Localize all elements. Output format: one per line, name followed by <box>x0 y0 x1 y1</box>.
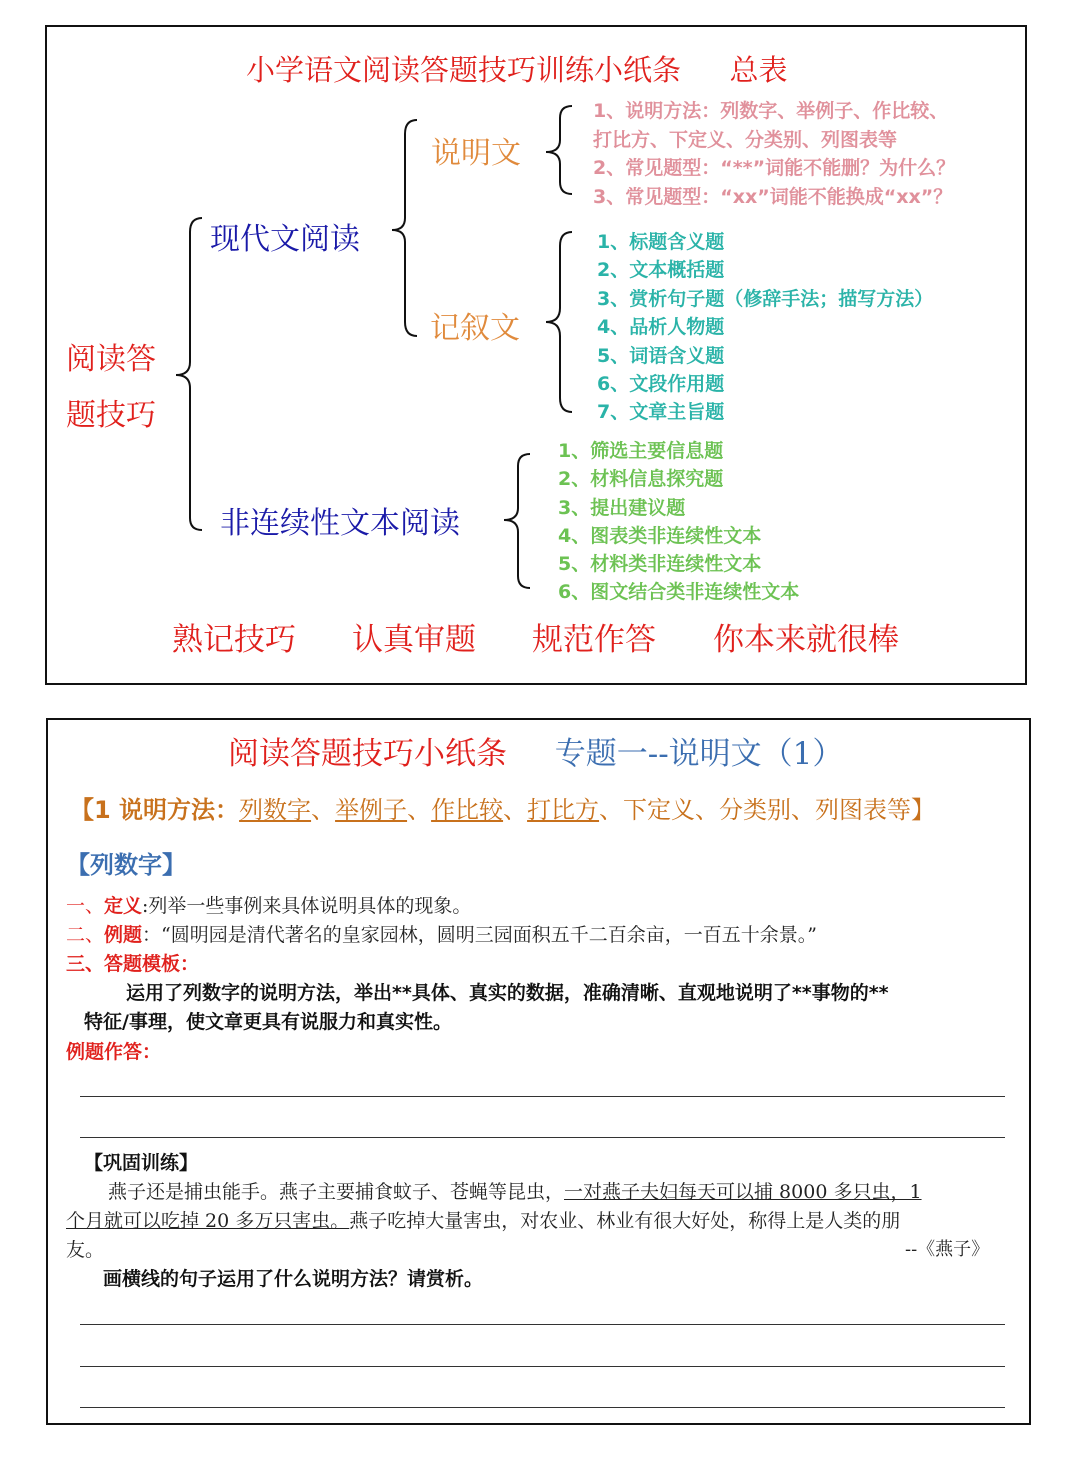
noncontinuous-item: 4、图表类非连续性文本 <box>558 524 762 547</box>
narrative-item: 2、文本概括题 <box>597 259 725 282</box>
section-heading: 【列数字】 <box>66 851 186 879</box>
expository-list <box>593 97 955 211</box>
noncontinuous-reading-label: 非连续性文本阅读 <box>220 506 460 541</box>
root-label-line1: 阅读答 <box>66 342 156 377</box>
topic-subtitle: 专题一--说明文（1） <box>554 736 844 772</box>
narrative-item: 5、词语含义题 <box>597 344 725 367</box>
slogan-4: 你本来就很棒 <box>713 622 899 658</box>
expository-item: 打比方、下定义、分类别、列图表等 <box>593 128 898 151</box>
answer-line[interactable] <box>80 1366 1005 1367</box>
methods-prefix: 【1 说明方法： <box>70 796 240 824</box>
answer-line[interactable] <box>80 1137 1005 1138</box>
method-separator: 、 <box>407 796 432 824</box>
methods-line <box>70 790 935 825</box>
definition-text: :列举一些事例来具体说明具体的现象。 <box>142 895 472 917</box>
method-analogy: 打比方 <box>527 796 600 824</box>
narrative-item: 4、品析人物题 <box>597 316 725 339</box>
expository-item: 2、常见题型：“**”词能不能删？为什么？ <box>593 157 956 179</box>
answer-line[interactable] <box>80 1096 1005 1097</box>
example-line <box>66 920 817 947</box>
noncontinuous-item: 5、材料类非连续性文本 <box>558 553 762 576</box>
passage-line-1 <box>108 1177 922 1204</box>
example-text: ：“圆明园是清代著名的皇家园林，圆明三园面积五千二百余亩，一百五十余景。” <box>142 924 817 946</box>
passage-source: --《燕子》 <box>905 1239 990 1260</box>
summary-title: 小学语文阅读答题技巧训练小纸条 <box>246 53 682 87</box>
practice-label: 【巩固训练】 <box>84 1152 199 1174</box>
template-line-2: 特征/事理，使文章更具有说服力和真实性。 <box>84 1011 452 1033</box>
expository-item: 1、说明方法：列数字、举例子、作比较、 <box>593 100 949 122</box>
definition-label: 定义 <box>104 895 143 917</box>
narrative-item: 6、文段作用题 <box>597 373 725 396</box>
passage-end: 友。 <box>66 1239 105 1261</box>
passage-middle: 燕子吃掉大量害虫，对农业、林业有很大好处，称得上是人类的朋 <box>349 1210 901 1232</box>
method-list-numbers: 列数字 <box>239 796 312 824</box>
method-examples: 举例子 <box>335 796 408 824</box>
practice-question: 画横线的句子运用了什么说明方法？请赏析。 <box>103 1268 484 1290</box>
narrative-item: 7、文章主旨题 <box>597 401 725 424</box>
narrative-list <box>597 228 933 427</box>
noncontinuous-item: 2、材料信息探究题 <box>558 468 724 491</box>
narrative-item: 3、赏析句子题（修辞手法；描写方法） <box>597 287 934 310</box>
answer-line[interactable] <box>80 1324 1005 1325</box>
definition-line <box>66 891 471 918</box>
topic-title: 阅读答题技巧小纸条 <box>228 736 507 772</box>
template-label: 三、答题模板： <box>66 953 200 975</box>
passage-underlined-1: 一对燕子夫妇每天可以捕 8000 多只虫，1 <box>564 1181 922 1203</box>
expository-label: 说明文 <box>431 136 521 171</box>
definition-number: 一、 <box>66 895 105 917</box>
answer-label: 例题作答： <box>66 1041 162 1063</box>
modern-reading-label: 现代文阅读 <box>210 222 360 257</box>
noncontinuous-item: 1、筛选主要信息题 <box>558 440 724 462</box>
methods-rest: 、下定义、分类别、列图表等】 <box>599 796 936 824</box>
passage-underlined-2: 个月就可以吃掉 20 多万只害虫。 <box>66 1210 350 1232</box>
slogan-1: 熟记技巧 <box>172 622 296 658</box>
narrative-label: 记叙文 <box>430 311 520 346</box>
root-label-line2: 题技巧 <box>66 398 156 433</box>
example-number: 二、 <box>66 924 105 946</box>
method-comparison: 作比较 <box>431 796 504 824</box>
narrative-item: 1、标题含义题 <box>597 231 725 253</box>
passage-start: 燕子还是捕虫能手。燕子主要捕食蚊子、苍蝇等昆虫， <box>108 1181 565 1203</box>
template-line-1: 运用了列数字的说明方法，举出**具体、真实的数据，准确清晰、直观地说明了**事物的** <box>126 982 889 1004</box>
passage-line-2 <box>66 1206 900 1233</box>
method-separator: 、 <box>311 796 336 824</box>
slogan-2: 认真审题 <box>352 622 476 658</box>
noncontinuous-item: 6、图文结合类非连续性文本 <box>558 581 800 604</box>
slogan-3: 规范作答 <box>532 622 656 658</box>
noncontinuous-list <box>558 437 799 607</box>
summary-title-suffix: 总表 <box>729 53 788 87</box>
answer-line[interactable] <box>80 1407 1005 1408</box>
noncontinuous-item: 3、提出建议题 <box>558 496 686 519</box>
method-separator: 、 <box>503 796 528 824</box>
example-label: 例题 <box>104 924 143 946</box>
expository-item: 3、常见题型：“xx”词能不能换成“xx”？ <box>593 185 953 208</box>
